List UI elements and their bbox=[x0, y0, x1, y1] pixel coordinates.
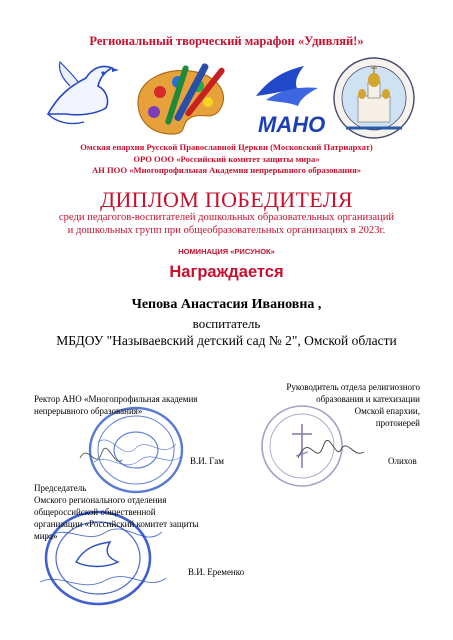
winner-role: воспитатель bbox=[192, 316, 261, 331]
subtitle-line: среди педагогов-воспитателей дошкольных образовательных организаций bbox=[58, 212, 395, 223]
signature-title-line: образования и катехизации bbox=[316, 394, 420, 404]
chairman-name: В.И. Еременко bbox=[188, 567, 245, 577]
diploma-subtitle bbox=[0, 211, 453, 237]
awarded-label: Награждается bbox=[169, 263, 284, 281]
signature-title-line: Ректор АНО «Многопрофильная академия bbox=[34, 394, 198, 404]
chairman-title bbox=[34, 482, 254, 542]
rector-title bbox=[34, 393, 254, 417]
dove-logo-icon bbox=[40, 56, 120, 140]
organizer-line: Омская епархия Русской Православной Церкви (Московский Патриархат) bbox=[80, 142, 373, 152]
signature-title-line: организации «Российский комитет защиты bbox=[34, 519, 199, 529]
signature-title-line: непрерывного образования» bbox=[34, 406, 143, 416]
marathon-title: Региональный творческий марафон «Удивляй!» bbox=[89, 34, 364, 48]
mano-logo-icon bbox=[246, 56, 336, 140]
subtitle-line: и дошкольных групп при общеобразовательных организациях в 2023г. bbox=[67, 225, 386, 236]
signature-title-line: протоиерей bbox=[375, 418, 420, 428]
winner-organization: МБДОУ "Называевский детский сад № 2", Омской области bbox=[56, 333, 397, 348]
head-department-title bbox=[240, 381, 420, 429]
palette-brushes-logo-icon bbox=[130, 56, 240, 140]
signature-title-line: Председатель bbox=[34, 483, 87, 493]
organizer-line: ОРО ООО «Российский комитет защиты мира» bbox=[133, 153, 320, 164]
signature-title-line: Омской епархии, bbox=[354, 406, 420, 416]
signature-title-line: общероссийской общественной bbox=[34, 507, 156, 517]
organizers-block bbox=[0, 142, 453, 177]
organizer-line: АН ПОО «Многопрофильная Академия непрерывного образования» bbox=[91, 165, 362, 175]
winner-name: Чепова Анастасия Ивановна , bbox=[131, 297, 322, 312]
signature-title-line: мира» bbox=[34, 531, 58, 541]
signature-title-line: Руководитель отдела религиозного bbox=[286, 382, 420, 392]
head-department-name: Олихов bbox=[388, 456, 417, 466]
mano-logo-text: МАНО bbox=[258, 112, 326, 137]
nomination-label: НОМИНАЦИЯ «РИСУНОК» bbox=[178, 247, 275, 256]
diploma-title: ДИПЛОМ ПОБЕДИТЕЛЯ bbox=[100, 187, 353, 212]
cathedral-emblem-icon bbox=[332, 56, 416, 140]
rector-name: В.И. Гам bbox=[190, 456, 224, 466]
signature-title-line: Омского регионального отделения bbox=[34, 495, 167, 505]
